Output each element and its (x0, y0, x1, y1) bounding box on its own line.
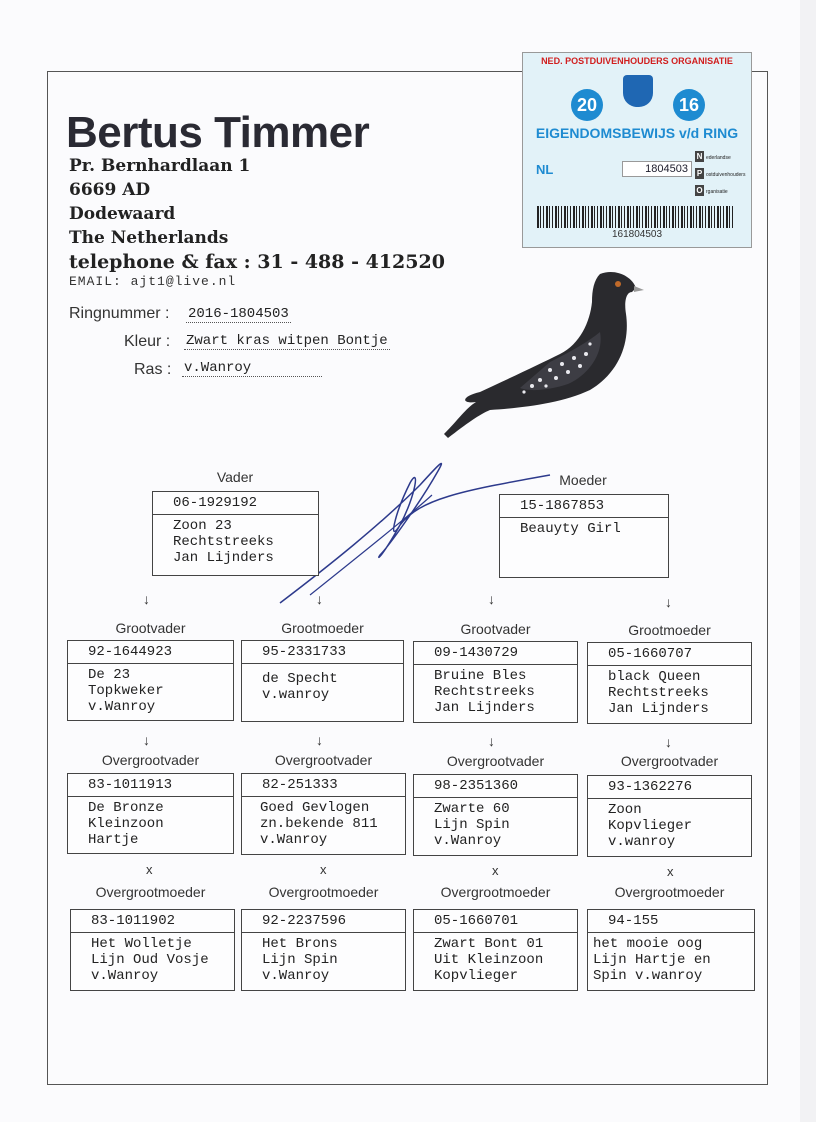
color-label: Kleur : (124, 333, 171, 350)
pedigree-box-great-grandfather (67, 773, 234, 854)
bird-description: Zwarte 60 Lijn Spin v.Wanroy (434, 801, 510, 849)
bird-description: Zoon 23 Rechtstreeks Jan Lijnders (173, 518, 274, 566)
cross-icon: x (492, 863, 499, 878)
arrow-down-icon: ↓ (143, 732, 150, 748)
stamp-country: NL (536, 162, 554, 177)
ring-number: 94-155 (588, 910, 754, 933)
bird-description: Het Wolletje Lijn Oud Vosje v.Wanroy (91, 936, 209, 984)
pedigree-box-great-grandmother (241, 909, 406, 991)
stamp-npo-n-text: ederlandse (706, 155, 731, 161)
great-grandfather-title: Overgrootvader (101, 752, 200, 768)
ring-number: 83-1011902 (71, 910, 234, 933)
great-grandfather-title: Overgrootvader (620, 753, 719, 769)
parent-title-vader: Vader (216, 469, 254, 485)
barcode-number: 161804503 (611, 229, 663, 240)
pedigree-box-vader (152, 491, 319, 576)
pedigree-box-great-grandfather (241, 773, 406, 855)
ring-value: 2016-1804503 (188, 306, 289, 322)
owner-country: The Netherlands (69, 228, 229, 248)
bird-description: Bruine Bles Rechtstreeks Jan Lijnders (434, 668, 535, 716)
pedigree-box-grandparent (67, 640, 234, 721)
ring-number: 83-1011913 (68, 774, 233, 797)
stamp-npo-n: N ederlandse (696, 152, 731, 161)
pedigree-box-moeder (499, 494, 669, 578)
owner-name: Bertus Timmer (66, 108, 370, 157)
cross-icon: x (667, 864, 674, 879)
grandparent-title: Grootvader (460, 621, 531, 637)
stamp-org: NED. POSTDUIVENHOUDERS ORGANISATIE (541, 56, 733, 66)
bird-description: Zwart Bont 01 Uit Kleinzoon Kopvlieger (434, 936, 544, 984)
arrow-down-icon: ↓ (316, 591, 323, 607)
ring-number: 05-1660707 (588, 643, 751, 666)
great-grandmother-title: Overgrootmoeder (268, 884, 379, 900)
stamp-number: 1804503 (622, 161, 692, 177)
bird-description: het mooie oog Lijn Hartje en Spin v.wanroy (593, 936, 711, 984)
stamp-title: EIGENDOMSBEWIJS v/d RING (535, 125, 739, 141)
grandparent-title: Grootmoeder (628, 622, 711, 638)
stamp-npo-o: O rganisatie (696, 186, 728, 195)
pedigree-box-great-grandmother (70, 909, 235, 991)
great-grandmother-title: Overgrootmoeder (614, 884, 725, 900)
arrow-down-icon: ↓ (143, 591, 150, 607)
stamp-npo-o-text: rganisatie (706, 189, 728, 195)
arrow-down-icon: ↓ (488, 733, 495, 749)
ring-number: 09-1430729 (414, 642, 577, 665)
color-value: Zwart kras witpen Bontje (186, 333, 388, 349)
owner-email: EMAIL: ajt1@live.nl (69, 274, 237, 289)
bird-description: Goed Gevlogen zn.bekende 811 v.Wanroy (260, 800, 378, 848)
pedigree-box-grandparent (241, 640, 404, 722)
ring-number: 95-2331733 (242, 641, 403, 664)
great-grandmother-title: Overgrootmoeder (95, 884, 206, 900)
ring-number: 06-1929192 (153, 492, 318, 515)
owner-phone: telephone & fax : 31 - 488 - 412520 (69, 251, 445, 273)
pedigree-box-great-grandfather (413, 774, 578, 856)
ring-number: 92-1644923 (68, 641, 233, 664)
ring-number: 98-2351360 (414, 775, 577, 798)
stamp-npo-p-text: ostduivenhouders (706, 172, 746, 178)
grandparent-title: Grootmoeder (281, 620, 364, 636)
parent-title-moeder: Moeder (559, 472, 607, 488)
pedigree-box-great-grandmother (587, 909, 755, 991)
owner-city: Dodewaard (69, 204, 176, 224)
pigeon-illustration (440, 262, 650, 447)
ring-number: 82-251333 (242, 774, 405, 797)
race-value: v.Wanroy (182, 360, 322, 377)
ring-number: 93-1362276 (588, 776, 751, 799)
pedigree-box-grandparent (413, 641, 578, 723)
bird-description: De 23 Topkweker v.Wanroy (88, 667, 164, 715)
stamp-year-left: 20 (571, 89, 603, 121)
lion-crest-icon (623, 75, 653, 107)
bird-description: de Specht v.wanroy (262, 671, 338, 703)
cross-icon: x (320, 862, 327, 877)
stamp-npo-p: P ostduivenhouders (696, 169, 746, 178)
bird-description: De Bronze Kleinzoon Hartje (88, 800, 164, 848)
owner-street: Pr. Bernhardlaan 1 (69, 156, 251, 176)
ownership-stamp (522, 52, 752, 248)
race-label: Ras : (134, 361, 172, 378)
arrow-down-icon: ↓ (316, 732, 323, 748)
great-grandmother-title: Overgrootmoeder (440, 884, 551, 900)
cross-icon: x (146, 862, 153, 877)
great-grandfather-title: Overgrootvader (446, 753, 545, 769)
arrow-down-icon: ↓ (488, 591, 495, 607)
ring-number: 15-1867853 (500, 495, 668, 518)
bird-description: Het Brons Lijn Spin v.Wanroy (262, 936, 338, 984)
stamp-year-right: 16 (673, 89, 705, 121)
owner-postal: 6669 AD (69, 180, 151, 200)
barcode (537, 206, 735, 228)
pedigree-box-great-grandfather (587, 775, 752, 857)
ring-number: 92-2237596 (242, 910, 405, 933)
bird-description: Zoon Kopvlieger v.wanroy (608, 802, 693, 850)
ring-number: 05-1660701 (414, 910, 577, 933)
pedigree-box-grandparent (587, 642, 752, 724)
pedigree-box-great-grandmother (413, 909, 578, 991)
grandparent-title: Grootvader (115, 620, 186, 636)
ring-label: Ringnummer : (69, 305, 170, 322)
arrow-down-icon: ↓ (665, 734, 672, 750)
bird-description: black Queen Rechtstreeks Jan Lijnders (608, 669, 709, 717)
great-grandfather-title: Overgrootvader (274, 752, 373, 768)
bird-description: Beauyty Girl (520, 521, 621, 537)
arrow-down-icon: ↓ (665, 594, 672, 610)
